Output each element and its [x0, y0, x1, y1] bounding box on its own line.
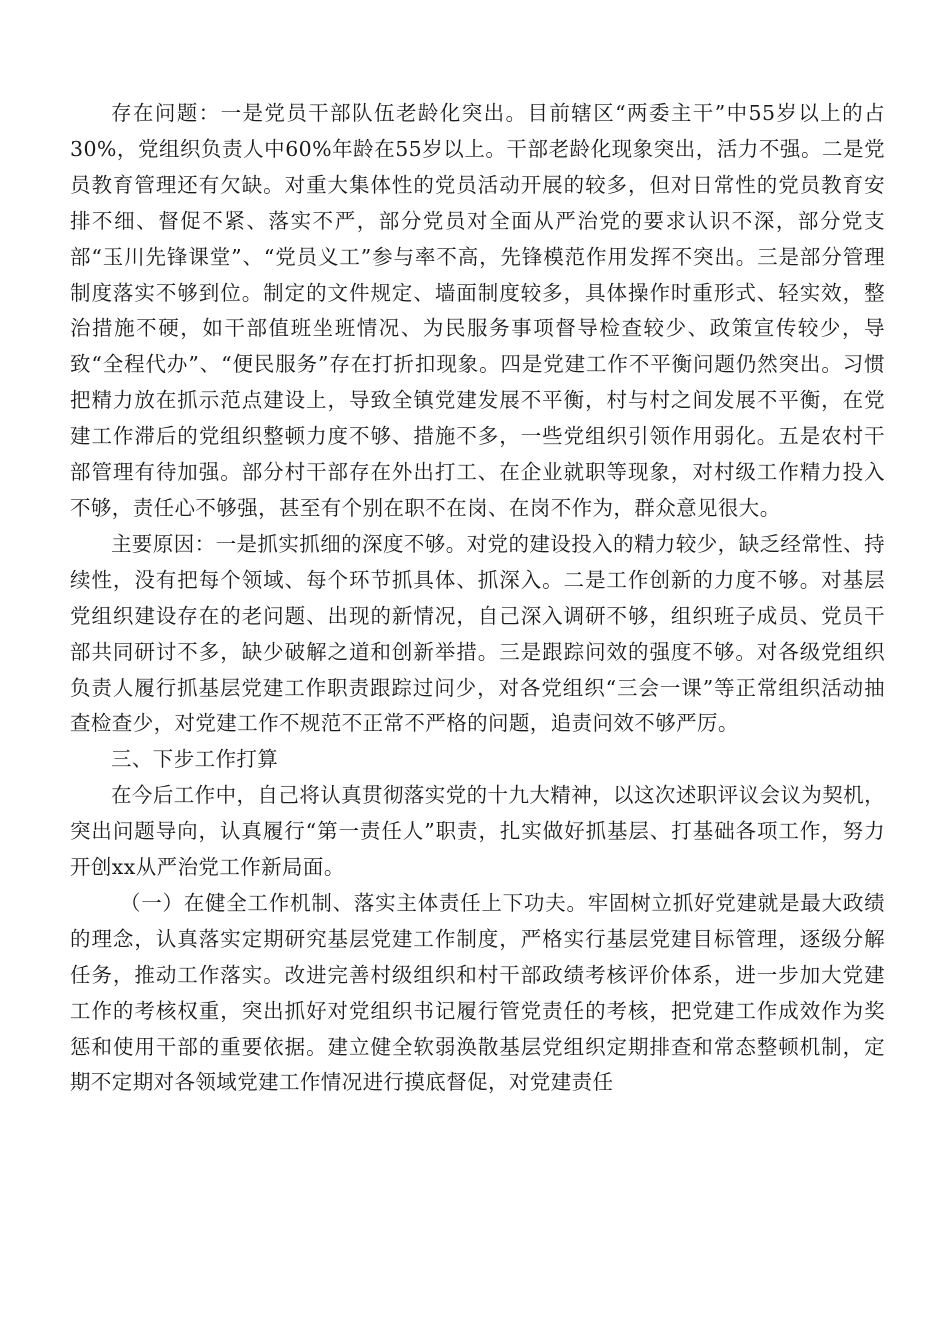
problems-paragraph: 存在问题：一是党员干部队伍老龄化突出。目前辖区“两委主干”中55岁以上的占30%，党组织负责人中60%年龄在55岁以上。干部老龄化现象突出，活力不强。二是党员教育管理还有欠缺。对重大集体性的党员活动开展的较多，但对日常性的党员教育安排不细、督促不紧、落实不严，部分党员对全面从严治党的要求认识不深，部分党支部“玉川先锋课堂”、“党员义工”参与率不高，先锋模范作用发挥不突出。三是部分管理制度落实不够到位。制定的文件规定、墙面制度较多，具体操作时重形式、轻实效，整治措施不硬，如干部值班坐班情况、为民服务事项督导检查较少、政策宣传较少，导致“全程代办”、“便民服务”存在打折扣现象。四是党建工作不平衡问题仍然突出。习惯把精力放在抓示范点建设上，导致全镇党建发展不平衡，村与村之间发展不平衡，在党建工作滞后的党组织整顿力度不够、措施不多，一些党组织引领作用弱化。五是农村干部管理有待加强。部分村干部存在外出打工、在企业就职等现象，对村级工作精力投入不够，责任心不够强，甚至有个别在职不在岗、在岗不作为，群众意见很大。	[70, 101, 885, 520]
section-heading: 三、下步工作打算	[111, 747, 279, 772]
causes-paragraph: 主要原因：一是抓实抓细的深度不够。对党的建设投入的精力较少，缺乏经常性、持续性，没有把每个领域、每个环节抓具体、抓深入。二是工作创新的力度不够。对基层党组织建设存在的老问题、出现的新情况，自己深入调研不够，组织班子成员、党员干部共同研讨不多，缺少破解之道和创新举措。三是跟踪问效的强度不够。对各级党组织负责人履行抓基层党建工作职责跟踪过问少，对各党组织“三会一课”等正常组织活动抽查检查少，对党建工作不规范不正常不严格的问题，追责问效不够严厉。	[70, 531, 885, 736]
item-1-paragraph: （一）在健全工作机制、落实主体责任上下功夫。牢固树立抓好党建就是最大政绩的理念，认真落实定期研究基层党建工作制度，严格实行基层党建目标管理，逐级分解任务，推动工作落实。改进完善村级组织和村干部政绩考核评价体系，进一步加大党建工作的考核权重，突出抓好对党组织书记履行管党责任的考核，把党建工作成效作为奖惩和使用干部的重要依据。建立健全软弱涣散基层党组织定期排查和常态整顿机制，定期不定期对各领域党建工作情况进行摸底督促，对党建责任	[70, 890, 885, 1095]
intro-paragraph: 在今后工作中，自己将认真贯彻落实党的十九大精神，以这次述职评议会议为契机，突出问题导向，认真履行“第一责任人”职责，扎实做好抓基层、打基础各项工作，努力开创xx从严治党工作新局面。	[70, 783, 885, 880]
document-body	[70, 96, 885, 1101]
